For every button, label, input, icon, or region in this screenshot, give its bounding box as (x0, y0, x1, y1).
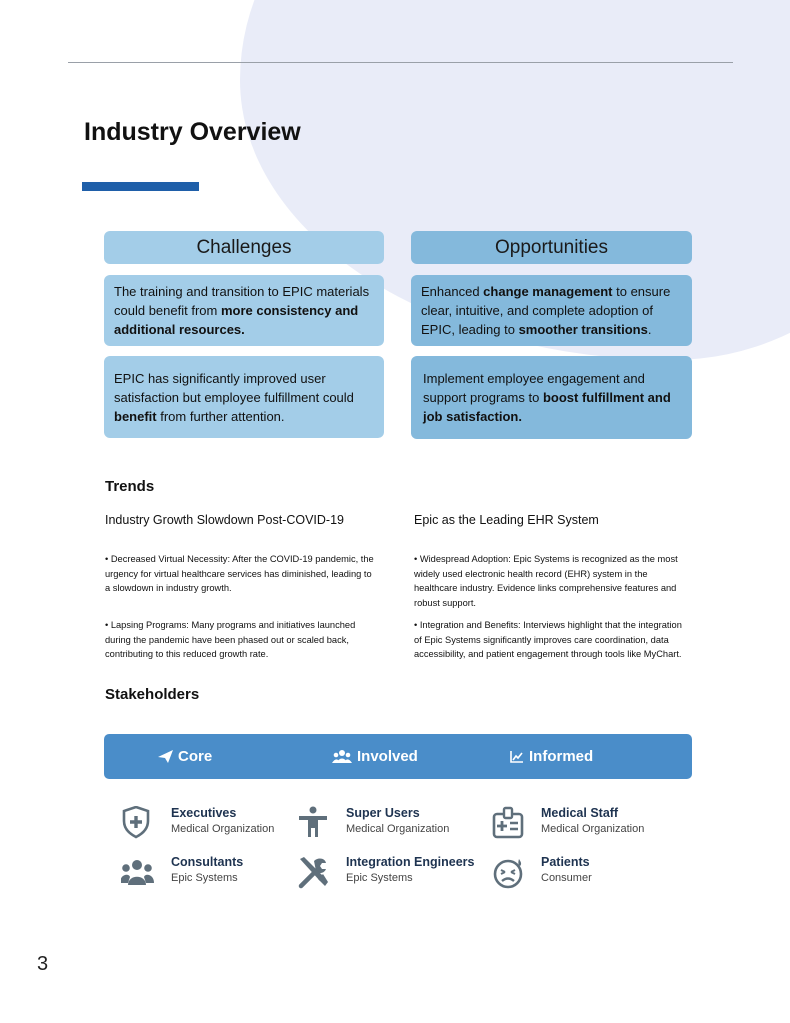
opportunity-card-1-mid: to ensure clear, intuitive, and complete adoption of EPIC, leading to (421, 284, 671, 337)
stakeholder-tab-bar (104, 734, 692, 779)
challenge-card-1-emphasis: more consistency and additional resources. (114, 303, 359, 337)
stakeholder-name: Medical Staff (541, 806, 619, 820)
stakeholder-name: Consultants (171, 855, 244, 869)
stakeholder-org: Medical Organization (346, 823, 450, 835)
title-accent-bar (82, 182, 199, 191)
opportunity-card-1-emphasis-1: change management (483, 284, 613, 299)
challenges-heading: Challenges (104, 231, 384, 264)
page-number: 3 (37, 953, 49, 975)
opportunity-card-2 (411, 356, 692, 439)
opportunity-card-1-emphasis-2: smoother transitions (518, 322, 648, 337)
challenge-card-2-tail: from further attention. (156, 408, 285, 424)
trend-left-bullet-2: • Lapsing Programs: Many programs and initiatives launched during the pandemic have been phased out or scaled back, contributing to this reduced growth rate. (105, 620, 356, 659)
stakeholder-org: Epic Systems (171, 872, 238, 884)
stakeholder-org: Epic Systems (346, 872, 413, 884)
trend-right-bullet-1: • Widespread Adoption: Epic Systems is recognized as the most widely used electronic health record (EHR) system in the healthcare industry. Evidence links comprehensive features and robust support. (414, 554, 678, 608)
stakeholder-name: Super Users (346, 806, 420, 820)
trend-left-title: Industry Growth Slowdown Post-COVID-19 (105, 513, 344, 527)
challenge-card-2-emphasis: benefit (114, 408, 157, 424)
stakeholder-name: Patients (541, 855, 590, 869)
person-icon (296, 806, 330, 840)
opportunity-card-1-tail: . (647, 322, 652, 337)
challenge-card-1 (104, 275, 384, 346)
trend-right-title: Epic as the Leading EHR System (414, 513, 599, 527)
page-title: Industry Overview (84, 118, 301, 146)
challenge-card-2-text: EPIC has significantly improved user satisfaction but employee fulfillment could (114, 370, 354, 405)
tab-informed-label: Informed (529, 748, 594, 765)
id-badge-icon (491, 806, 525, 840)
group-icon (121, 855, 155, 889)
challenge-card-1-text: The training and transition to EPIC materials could benefit from (114, 284, 370, 318)
tab-involved[interactable] (332, 734, 418, 779)
stakeholder-org: Consumer (541, 872, 592, 884)
opportunity-card-1 (411, 275, 692, 346)
stakeholder-name: Executives (171, 806, 237, 820)
challenge-card-2 (104, 356, 384, 438)
trends-heading: Trends (105, 478, 155, 495)
opportunity-card-2-text: Implement employee engagement and support programs to (423, 371, 645, 405)
opportunity-card-2-emphasis: boost fulfillment and job satisfaction. (423, 390, 671, 424)
group-icon (332, 750, 352, 763)
shield-plus-icon (121, 806, 155, 840)
trend-left-bullet-1: • Decreased Virtual Necessity: After the COVID-19 pandemic, the urgency for virtual healthcare services has diminished, leading to a slowdown in industry growth. (105, 554, 374, 593)
opportunity-card-1-text: Enhanced (421, 284, 484, 299)
trend-right-bullet-2: • Integration and Benefits: Interviews highlight that the integration of Epic Systems significantly improves care coordination, data accessibility, and patient engagement through tools like MyChart. (414, 620, 682, 659)
stakeholder-name: Integration Engineers (346, 855, 475, 869)
tab-involved-label: Involved (357, 748, 418, 765)
stakeholder-org: Medical Organization (171, 823, 275, 835)
tools-icon (296, 855, 330, 889)
stakeholders-heading: Stakeholders (105, 686, 200, 703)
tab-core-label: Core (178, 748, 213, 765)
opportunities-heading: Opportunities (411, 231, 692, 264)
header-divider (68, 62, 733, 63)
send-icon (158, 750, 173, 763)
tab-core[interactable] (158, 734, 212, 779)
tab-informed[interactable] (510, 734, 593, 779)
trend-chart-icon (510, 750, 524, 763)
sick-face-icon (491, 855, 525, 889)
stakeholder-org: Medical Organization (541, 823, 645, 835)
